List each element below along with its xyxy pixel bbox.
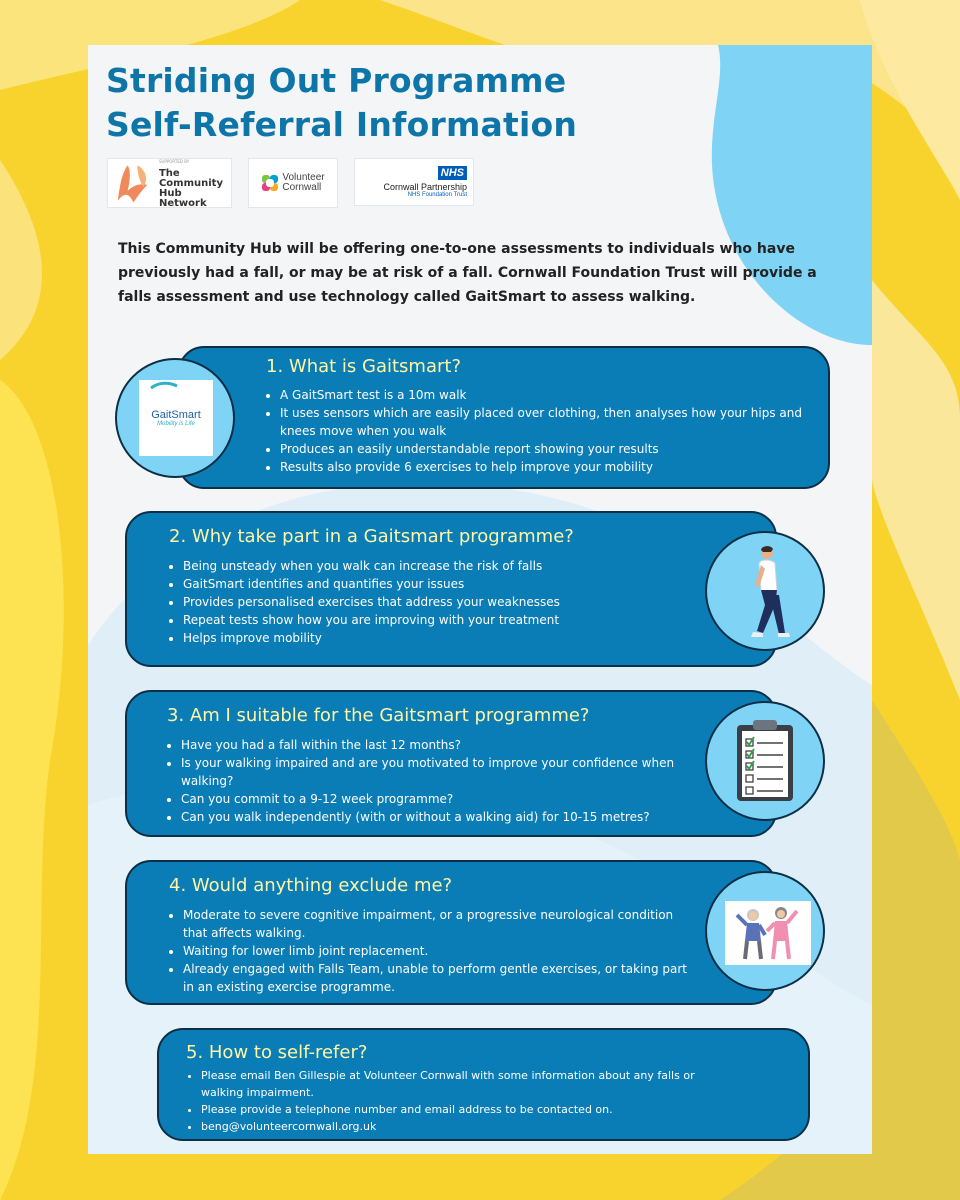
list-item: • Have you had a fall within the last 12 months? [181,736,701,754]
section-2-title: 2. Why take part in a Gaitsmart programme? [169,526,574,547]
section-card-2 [125,511,777,667]
list-item: • Repeat tests show how you are improving with your treatment [183,611,703,629]
section-1-list [266,386,804,476]
section-5-title: 5. How to self-refer? [186,1042,368,1063]
list-item: • Provides personalised exercises that address your weaknesses [183,593,703,611]
section-card-3 [125,690,777,837]
gaitsmart-logo-tagline: Mobility is Life [157,421,195,427]
list-item: • Helps improve mobility [183,629,703,647]
community-hub-network-logo [107,158,232,208]
clipboard-circle [705,701,825,821]
page-title [106,59,577,147]
list-item: • Moderate to severe cognitive impairment, or a progressive neurological condition that affects walking. [183,906,695,942]
gaitsmart-logo-name: GaitSmart [151,409,201,421]
gaitsmart-swoosh-icon [149,380,179,390]
list-item: • Please email Ben Gillespie at Volunteer Cornwall with some information about any falls or walking impairment. [201,1067,701,1101]
nhs-badge: NHS [438,166,467,180]
volunteer-logo-line1: Volunteer [282,172,325,183]
hub-logo-small-text: SUPPORTED BY [158,159,190,164]
hub-logo-line1: The [158,168,180,179]
section-5-list [187,1067,701,1135]
intro-paragraph: This Community Hub will be offering one-to-one assessments to individuals who have previously had a fall, or may be at risk of a fall. Cornwall Foundation Trust will provide a falls assessment and use technology called GaitSmart to assess walking. [118,241,817,305]
list-item: • Already engaged with Falls Team, unable to perform gentle exercises, or taking part in an existing exercise programme. [183,960,695,996]
list-item: • Can you commit to a 9-12 week programme? [181,790,701,808]
section-1-title: 1. What is Gaitsmart? [266,356,462,377]
clipboard-checklist-icon [707,703,823,819]
volunteer-cornwall-logo [248,158,338,208]
page-title-line1: Striding Out Programme [106,61,567,100]
section-2-list [169,557,703,647]
list-item: • Results also provide 6 exercises to help improve your mobility [280,458,804,476]
gaitsmart-logo-circle [115,358,235,478]
list-item: • It uses sensors which are easily placed over clothing, then analyses how your hips and knees move when you walk [280,404,804,440]
list-item: • A GaitSmart test is a 10m walk [280,386,804,404]
list-item: • Waiting for lower limb joint replacement. [183,942,695,960]
exercise-image-box [725,901,811,965]
list-item: • Being unsteady when you walk can increase the risk of falls [183,557,703,575]
section-card-5 [157,1028,810,1141]
elderly-exercise-icon [725,901,811,965]
section-4-list [169,906,695,996]
section-4-title: 4. Would anything exclude me? [169,875,453,896]
list-item: • GaitSmart identifies and quantifies your issues [183,575,703,593]
list-item: • Please provide a telephone number and email address to be contacted on. [201,1101,701,1118]
poster [88,45,872,1154]
section-3-title: 3. Am I suitable for the Gaitsmart programme? [167,705,590,726]
hub-network-icon [112,161,155,205]
walking-person-circle [705,531,825,651]
section-3-list [167,736,701,826]
hub-logo-line2: Community [158,178,223,189]
list-item: • Can you walk independently (with or without a walking aid) for 10-15 metres? [181,808,701,826]
nhs-cornwall-partnership-logo [354,158,474,206]
volunteer-logo-line2: Cornwall [282,182,322,193]
gaitsmart-logo-box [139,380,213,456]
page-title-line2: Self-Referral Information [106,105,578,144]
list-item: • Is your walking impaired and are you motivated to improve your confidence when walking? [181,754,701,790]
nhs-logo-line1: Cornwall Partnership [383,182,467,192]
volunteer-cornwall-icon [261,174,279,192]
hub-logo-line3: Hub Network [158,188,207,209]
section-card-4 [125,860,777,1005]
walking-person-icon [707,533,823,649]
list-item: • Produces an easily understandable report showing your results [280,440,804,458]
email-link[interactable]: • beng@volunteercornwall.org.uk [201,1118,701,1135]
exercise-circle [705,871,825,991]
section-card-1 [178,346,830,489]
nhs-logo-line2: NHS Foundation Trust [407,192,467,198]
